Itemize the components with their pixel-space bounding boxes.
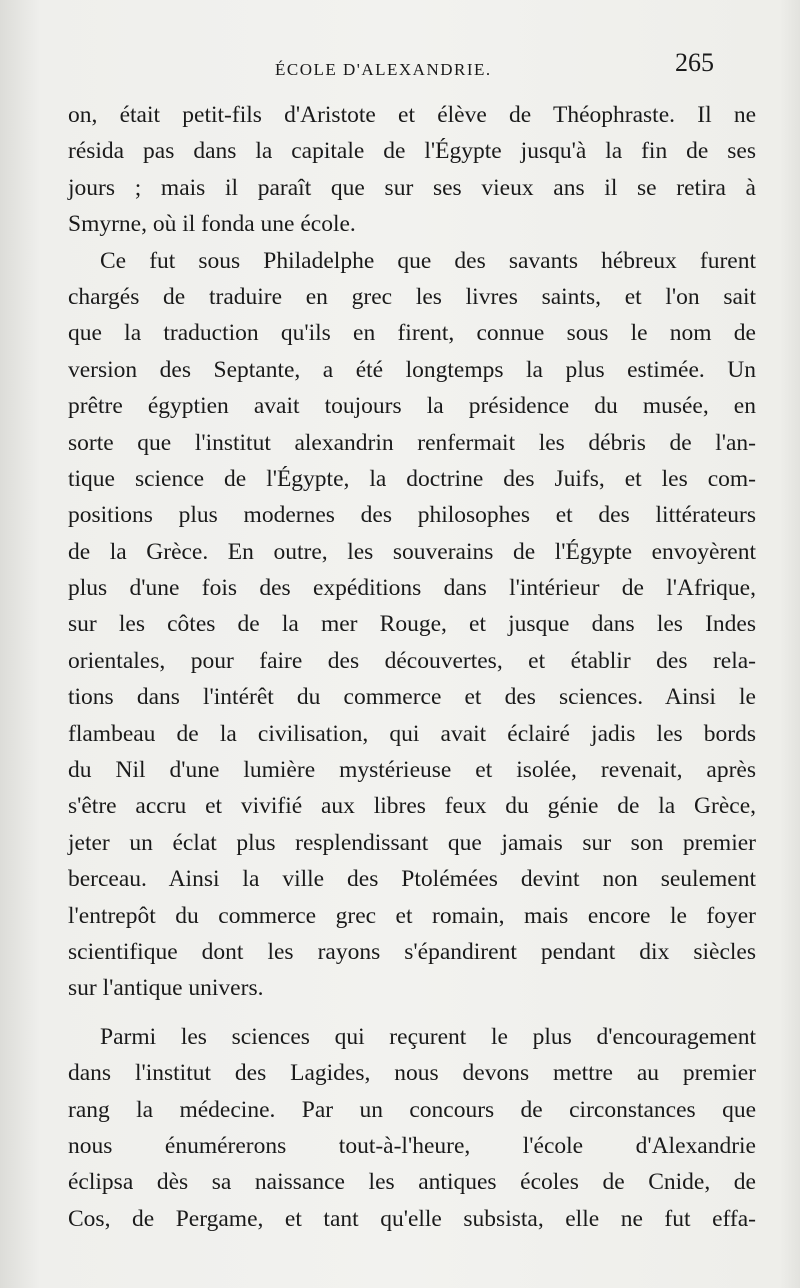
text-line: version des Septante, a été longtemps la plus estimée. Un xyxy=(68,356,756,383)
text-line: de la Grèce. En outre, les souverains de l'Égypte envoyèrent xyxy=(68,538,756,565)
text-line: flambeau de la civilisation, qui avait éclairé jadis les bords xyxy=(68,720,756,747)
paragraph xyxy=(68,97,756,243)
text-line: jeter un éclat plus resplendissant que jamais sur son premier xyxy=(68,829,756,856)
text-line: Parmi les sciences qui reçurent le plus d'encouragement xyxy=(100,1023,756,1050)
text-line: plus d'une fois des expéditions dans l'intérieur de l'Afrique, xyxy=(68,575,756,602)
text-line: positions plus modernes des philosophes et des littérateurs xyxy=(68,502,756,529)
text-line: du Nil d'une lumière mystérieuse et isolée, revenait, après xyxy=(68,757,756,784)
text-line: on, était petit-fils d'Aristote et élève de Théophraste. Il ne xyxy=(68,102,756,128)
text-line: sur les côtes de la mer Rouge, et jusque dans les Indes xyxy=(68,611,756,638)
paragraph xyxy=(68,243,756,1007)
text-line: jours ; mais il paraît que sur ses vieux ans il se retira à xyxy=(68,174,756,201)
paragraph xyxy=(68,1019,756,1237)
running-head: ÉCOLE D'ALEXANDRIE. xyxy=(275,60,492,79)
text-line: chargés de traduire en grec les livres saints, et l'on sait xyxy=(68,283,756,310)
body-text xyxy=(68,97,756,1237)
text-line: prêtre égyptien avait toujours la présidence du musée, en xyxy=(68,393,756,420)
text-line: Cos, de Pergame, et tant qu'elle subsista, elle ne fut effa- xyxy=(68,1205,756,1232)
text-line: berceau. Ainsi la ville des Ptolémées devint non seulement xyxy=(68,866,756,893)
paragraph-gap xyxy=(68,1007,756,1019)
text-line: sur l'antique univers. xyxy=(68,975,264,1002)
text-line: s'être accru et vivifié aux libres feux du génie de la Grèce, xyxy=(68,793,756,820)
text-line: orientales, pour faire des découvertes, et établir des rela- xyxy=(68,647,756,674)
text-line: tions dans l'intérêt du commerce et des sciences. Ainsi le xyxy=(68,684,756,711)
text-line: l'entrepôt du commerce grec et romain, mais encore le foyer xyxy=(68,902,756,929)
text-line: tique science de l'Égypte, la doctrine des Juifs, et les com- xyxy=(68,465,756,492)
text-line: rang la médecine. Par un concours de circonstances que xyxy=(68,1096,756,1123)
text-line: sorte que l'institut alexandrin renfermait les débris de l'an- xyxy=(68,429,756,456)
text-line: dans l'institut des Lagides, nous devons mettre au premier xyxy=(68,1060,756,1087)
text-line: Smyrne, où il fonda une école. xyxy=(68,211,356,238)
text-line: que la traduction qu'ils en firent, connue sous le nom de xyxy=(68,320,756,347)
text-line: nous énumérerons tout-à-l'heure, l'école d'Alexandrie xyxy=(68,1132,756,1159)
text-line: résida pas dans la capitale de l'Égypte jusqu'à la fin de ses xyxy=(68,138,756,165)
text-line: Ce fut sous Philadelphe que des savants hébreux furent xyxy=(100,247,756,274)
text-line: scientifique dont les rayons s'épandirent pendant dix siècles xyxy=(68,938,756,965)
text-line: éclipsa dès sa naissance les antiques écoles de Cnide, de xyxy=(68,1169,756,1196)
page-number: 265 xyxy=(675,48,714,77)
